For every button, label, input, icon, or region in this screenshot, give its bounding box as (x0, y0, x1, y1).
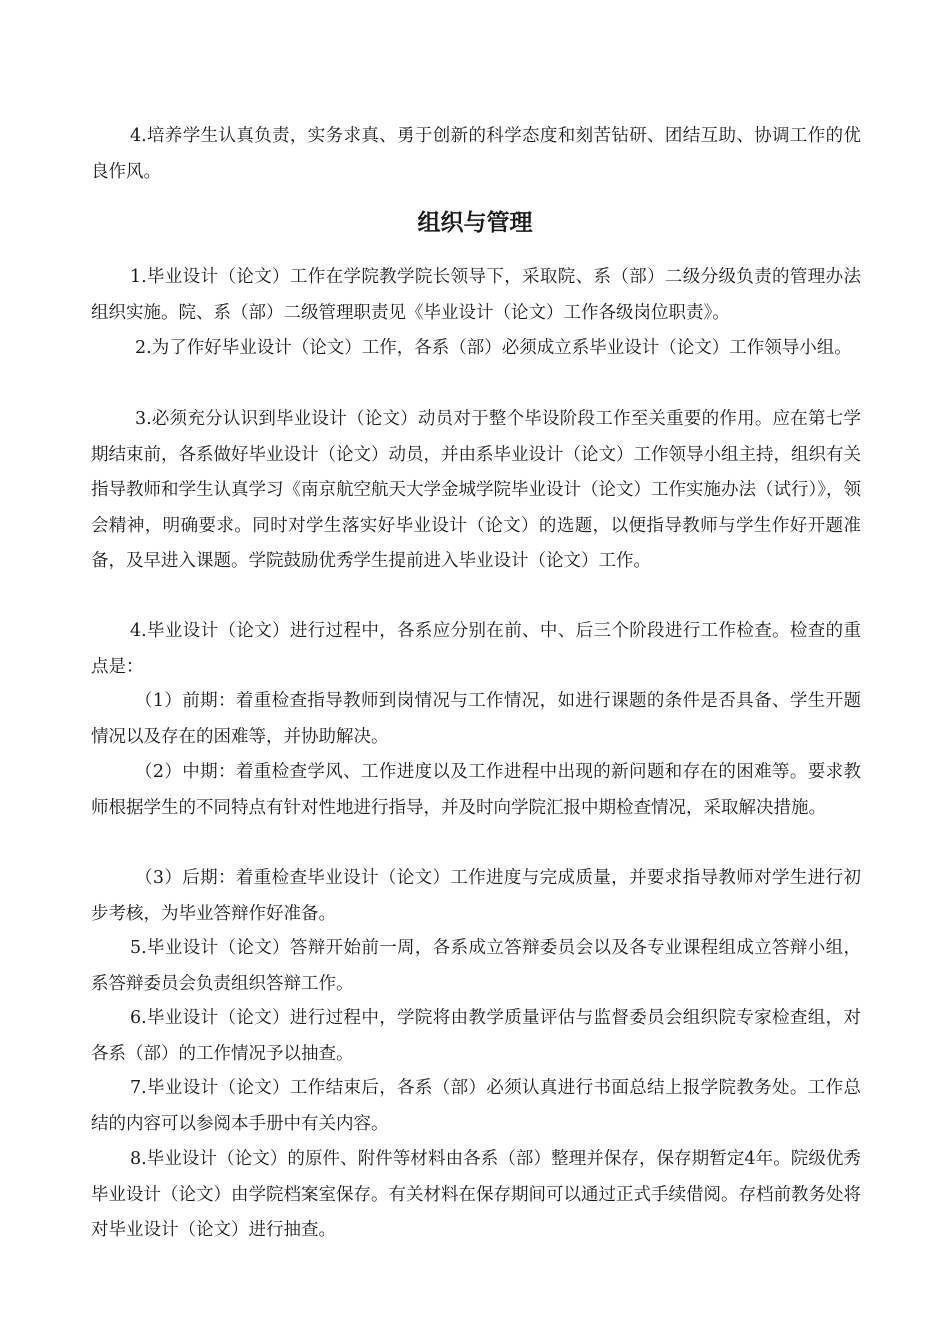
paragraph-item-3: 3.必须充分认识到毕业设计（论文）动员对于整个毕设阶段工作至关重要的作用。应在第七学期结束前，各系做好毕业设计（论文）动员，并由系毕业设计（论文）工作领导小组主持，组织有关指导教师和学生认真学习《南京航空航天大学金城学院毕业设计（论文）工作实施办法（试行）》，领会精神，明确要求。同时对学生落实好毕业设计（论文）的选题，以便指导教师与学生作好开题准备，及早进入课题。学院鼓励优秀学生提前进入毕业设计（论文）工作。 (91, 409, 861, 571)
paragraph-item-6: 6.毕业设计（论文）进行过程中，学院将由教学质量评估与监督委员会组织院专家检查组，对各系（部）的工作情况予以抽查。 (91, 1008, 861, 1064)
paragraph-item-5: 5.毕业设计（论文）答辩开始前一周，各系成立答辩委员会以及各专业课程组成立答辩小组，系答辩委员会负责组织答辩工作。 (91, 938, 861, 994)
section-title: 组织与管理 (417, 210, 533, 236)
paragraph-item-4-late: （3）后期：着重检查毕业设计（论文）工作进度与完成质量，并要求指导教师对学生进行初步考核，为毕业答辩作好准备。 (91, 868, 861, 924)
paragraph-item-8: 8.毕业设计（论文）的原件、附件等材料由各系（部）整理并保存，保存期暂定4年。院级优秀毕业设计（论文）由学院档案室保存。有关材料在保存期间可以通过正式手续借阅。存档前教务处将对毕业设计（论文）进行抽查。 (91, 1149, 861, 1240)
paragraph-item-4: 4.毕业设计（论文）进行过程中，各系应分别在前、中、后三个阶段进行工作检查。检查的重点是： (91, 621, 861, 677)
paragraph-item-1: 1.毕业设计（论文）工作在学院教学院长领导下，采取院、系（部）二级分级负责的管理办法组织实施。院、系（部）二级管理职责见《毕业设计（论文）工作各级岗位职责》。 (91, 267, 861, 323)
paragraph-item-2: 2.为了作好毕业设计（论文）工作，各系（部）必须成立系毕业设计（论文）工作领导小组。 (135, 338, 852, 358)
paragraph-item-4-mid: （2）中期：着重检查学风、工作进度以及工作进程中出现的新问题和存在的困难等。要求教师根据学生的不同特点有针对性地进行指导，并及时向学院汇报中期检查情况，采取解决措施。 (91, 762, 861, 818)
paragraph-item-7: 7.毕业设计（论文）工作结束后，各系（部）必须认真进行书面总结上报学院教务处。工作总结的内容可以参阅本手册中有关内容。 (91, 1078, 861, 1134)
paragraph-goal-4: 4.培养学生认真负责，实务求真、勇于创新的科学态度和刻苦钻研、团结互助、协调工作的优良作风。 (91, 126, 861, 182)
paragraph-item-4-early: （1）前期：着重检查指导教师到岗情况与工作情况，如进行课题的条件是否具备、学生开题情况以及存在的困难等，并协助解决。 (91, 691, 861, 747)
